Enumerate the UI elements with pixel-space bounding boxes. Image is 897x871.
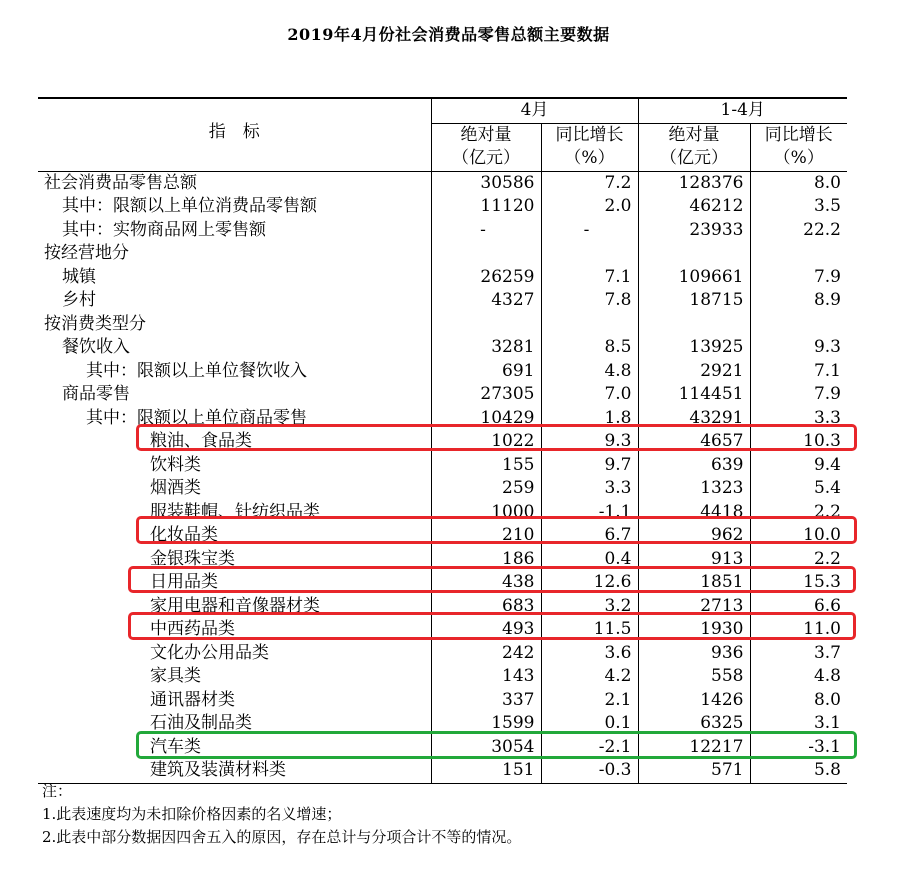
janapr-yoy-header: 同比增长 <box>750 123 847 147</box>
april-abs-value: 151 <box>431 759 541 783</box>
april-abs-value: 683 <box>431 595 541 619</box>
janapr-yoy-value: 3.5 <box>750 195 847 219</box>
table-row <box>38 383 847 407</box>
janapr-abs-value: 571 <box>638 759 750 783</box>
table-row <box>38 360 847 384</box>
row-label: 汽车类 <box>150 736 201 757</box>
janapr-abs-value: 109661 <box>638 266 750 290</box>
april-yoy-value: 12.6 <box>541 571 638 595</box>
janapr-yoy-value: 7.1 <box>750 360 847 384</box>
janapr-yoy-value: 3.1 <box>750 712 847 736</box>
janapr-yoy-value: 2.2 <box>750 501 847 525</box>
april-yoy-value: 7.0 <box>541 383 638 407</box>
april-yoy-value: 7.1 <box>541 266 638 290</box>
row-label: 社会消费品零售总额 <box>44 172 197 193</box>
april-yoy-value: 4.8 <box>541 360 638 384</box>
janapr-abs-value: 1851 <box>638 571 750 595</box>
april-yoy-value: 9.7 <box>541 454 638 478</box>
janapr-yoy-value: 3.3 <box>750 407 847 431</box>
janapr-abs-value: 114451 <box>638 383 750 407</box>
footnotes <box>42 780 521 849</box>
april-yoy-value: 7.8 <box>541 289 638 313</box>
row-label: 餐饮收入 <box>62 337 130 357</box>
april-abs-value: 186 <box>431 548 541 572</box>
janapr-abs-value: 23933 <box>638 219 750 243</box>
indicator-header: 指 标 <box>38 98 431 171</box>
table-row <box>38 689 847 713</box>
janapr-yoy-value <box>750 313 847 337</box>
april-abs-value <box>431 242 541 266</box>
janapr-abs-value: 913 <box>638 548 750 572</box>
row-label: 其中：限额以上单位商品零售 <box>86 407 307 428</box>
janapr-yoy-value <box>750 242 847 266</box>
janapr-yoy-value: 8.9 <box>750 289 847 313</box>
header-row-1 <box>38 98 847 123</box>
janapr-abs-value: 1323 <box>638 477 750 501</box>
row-label: 建筑及装潢材料类 <box>38 759 431 783</box>
april-yoy-value: -1.1 <box>541 501 638 525</box>
janapr-yoy-value: 5.8 <box>750 759 847 783</box>
janapr-yoy-value: 2.2 <box>750 548 847 572</box>
janapr-yoy-value: 8.0 <box>750 171 847 195</box>
row-label: 按消费类型分 <box>44 313 146 334</box>
janapr-abs-value: 2921 <box>638 360 750 384</box>
table-row <box>38 289 847 313</box>
row-label: 烟酒类 <box>150 478 201 498</box>
notes-heading: 注： <box>42 782 73 800</box>
janapr-yoy-value: -3.1 <box>750 736 847 760</box>
janapr-yoy-value: 8.0 <box>750 689 847 713</box>
row-label: 其中：实物商品网上零售额 <box>62 219 266 240</box>
april-yoy-unit: （%） <box>541 147 638 171</box>
highlight-automobile <box>136 731 857 759</box>
april-abs-value: 26259 <box>431 266 541 290</box>
table-row <box>38 665 847 689</box>
janapr-abs-value: 13925 <box>638 336 750 360</box>
janapr-yoy-unit: （%） <box>750 147 847 171</box>
april-abs-value: 438 <box>431 571 541 595</box>
april-yoy-value: 9.3 <box>541 430 638 454</box>
april-abs-value: 27305 <box>431 383 541 407</box>
janapr-abs-value: 558 <box>638 665 750 689</box>
april-yoy-value: -2.1 <box>541 736 638 760</box>
april-yoy-value: 3.6 <box>541 642 638 666</box>
april-abs-value: 30586 <box>431 171 541 195</box>
note-1: 1.此表速度均为未扣除价格因素的名义增速； <box>42 805 342 823</box>
april-yoy-value: 8.5 <box>541 336 638 360</box>
row-label: 粮油、食品类 <box>150 431 252 451</box>
april-abs-value: 155 <box>431 454 541 478</box>
april-yoy-value: 7.2 <box>541 171 638 195</box>
april-abs-header: 绝对量 <box>431 123 541 147</box>
april-yoy-value: 0.1 <box>541 712 638 736</box>
row-label: 其中：限额以上单位餐饮收入 <box>86 360 307 381</box>
janapr-abs-value: 12217 <box>638 736 750 760</box>
jan-apr-header: 1-4月 <box>638 98 847 123</box>
april-yoy-value <box>541 313 638 337</box>
janapr-abs-value: 6325 <box>638 712 750 736</box>
april-abs-value: 3054 <box>431 736 541 760</box>
row-label: 文化办公用品类 <box>150 642 269 663</box>
janapr-yoy-value: 9.4 <box>750 454 847 478</box>
highlight-medicine <box>128 612 856 640</box>
janapr-yoy-value: 11.0 <box>750 618 847 642</box>
april-abs-unit: （亿元） <box>431 147 541 171</box>
janapr-abs-value: 18715 <box>638 289 750 313</box>
row-label: 商品零售 <box>62 384 130 404</box>
april-yoy-value: 4.2 <box>541 665 638 689</box>
janapr-abs-value: 43291 <box>638 407 750 431</box>
row-label: 家用电器和音像器材类 <box>150 595 320 616</box>
janapr-abs-header: 绝对量 <box>638 123 750 147</box>
janapr-abs-value: 128376 <box>638 171 750 195</box>
janapr-yoy-value: 3.7 <box>750 642 847 666</box>
janapr-yoy-value: 4.8 <box>750 665 847 689</box>
janapr-abs-value: 639 <box>638 454 750 478</box>
april-yoy-value: 3.2 <box>541 595 638 619</box>
janapr-abs-value <box>638 313 750 337</box>
table-row <box>38 171 847 195</box>
april-abs-value: 1000 <box>431 501 541 525</box>
janapr-abs-value: 46212 <box>638 195 750 219</box>
april-abs-value: 337 <box>431 689 541 713</box>
april-abs-value: 3281 <box>431 336 541 360</box>
row-label: 家具类 <box>150 666 201 686</box>
row-label: 金银珠宝类 <box>150 548 235 569</box>
row-label: 日用品类 <box>150 572 218 592</box>
table-row <box>38 242 847 266</box>
april-abs-value: 1022 <box>431 430 541 454</box>
april-abs-value: - <box>431 219 541 243</box>
highlight-grain-oil-food <box>136 424 857 451</box>
table-row <box>38 336 847 360</box>
row-label: 中西药品类 <box>150 619 235 639</box>
april-yoy-value: 0.4 <box>541 548 638 572</box>
row-label: 服装鞋帽、针纺织品类 <box>150 501 320 522</box>
row-label: 按经营地分 <box>44 243 129 263</box>
janapr-abs-value <box>638 242 750 266</box>
april-abs-value: 11120 <box>431 195 541 219</box>
april-abs-value: 210 <box>431 524 541 548</box>
april-yoy-value: - <box>541 219 638 243</box>
april-abs-value: 259 <box>431 477 541 501</box>
highlight-daily-goods <box>128 566 856 593</box>
table-row <box>38 195 847 219</box>
table-row <box>38 219 847 243</box>
april-yoy-header: 同比增长 <box>541 123 638 147</box>
janapr-abs-value: 1930 <box>638 618 750 642</box>
row-label: 通讯器材类 <box>150 689 235 710</box>
janapr-abs-value: 4418 <box>638 501 750 525</box>
janapr-abs-value: 962 <box>638 524 750 548</box>
april-abs-value: 242 <box>431 642 541 666</box>
row-label: 其中：限额以上单位消费品零售额 <box>62 196 317 216</box>
note-2: 2.此表中部分数据因四舍五入的原因，存在总计与分项合计不等的情况。 <box>42 828 522 846</box>
janapr-abs-value: 4657 <box>638 430 750 454</box>
janapr-abs-unit: （亿元） <box>638 147 750 171</box>
april-abs-value: 4327 <box>431 289 541 313</box>
april-abs-value: 691 <box>431 360 541 384</box>
april-abs-value: 143 <box>431 665 541 689</box>
highlight-cosmetics <box>136 516 857 544</box>
page-title: 2019年4月份社会消费品零售总额主要数据 <box>287 25 610 44</box>
row-label: 饮料类 <box>150 454 201 475</box>
table-row <box>38 266 847 290</box>
table-row <box>38 313 847 337</box>
janapr-yoy-value: 7.9 <box>750 383 847 407</box>
row-label: 石油及制品类 <box>150 713 252 733</box>
april-yoy-value: 6.7 <box>541 524 638 548</box>
april-yoy-value: 1.8 <box>541 407 638 431</box>
janapr-yoy-value: 10.3 <box>750 430 847 454</box>
april-yoy-value: 2.0 <box>541 195 638 219</box>
janapr-yoy-value: 7.9 <box>750 266 847 290</box>
april-abs-value <box>431 313 541 337</box>
row-label: 城镇 <box>62 266 96 287</box>
janapr-yoy-value: 9.3 <box>750 336 847 360</box>
table-row <box>38 477 847 501</box>
table-row <box>38 454 847 478</box>
april-yoy-value: 3.3 <box>541 477 638 501</box>
janapr-yoy-value: 15.3 <box>750 571 847 595</box>
janapr-abs-value: 2713 <box>638 595 750 619</box>
april-yoy-value: -0.3 <box>541 759 638 783</box>
row-label: 化妆品类 <box>150 525 218 545</box>
janapr-abs-value: 1426 <box>638 689 750 713</box>
april-abs-value: 10429 <box>431 407 541 431</box>
janapr-yoy-value: 22.2 <box>750 219 847 243</box>
april-abs-value: 493 <box>431 618 541 642</box>
table-row <box>38 642 847 666</box>
janapr-yoy-value: 5.4 <box>750 477 847 501</box>
april-header: 4月 <box>431 98 638 123</box>
row-label: 乡村 <box>62 290 96 310</box>
janapr-yoy-value: 6.6 <box>750 595 847 619</box>
janapr-yoy-value: 10.0 <box>750 524 847 548</box>
april-yoy-value <box>541 242 638 266</box>
april-yoy-value: 11.5 <box>541 618 638 642</box>
april-abs-value: 1599 <box>431 712 541 736</box>
april-yoy-value: 2.1 <box>541 689 638 713</box>
janapr-abs-value: 936 <box>638 642 750 666</box>
